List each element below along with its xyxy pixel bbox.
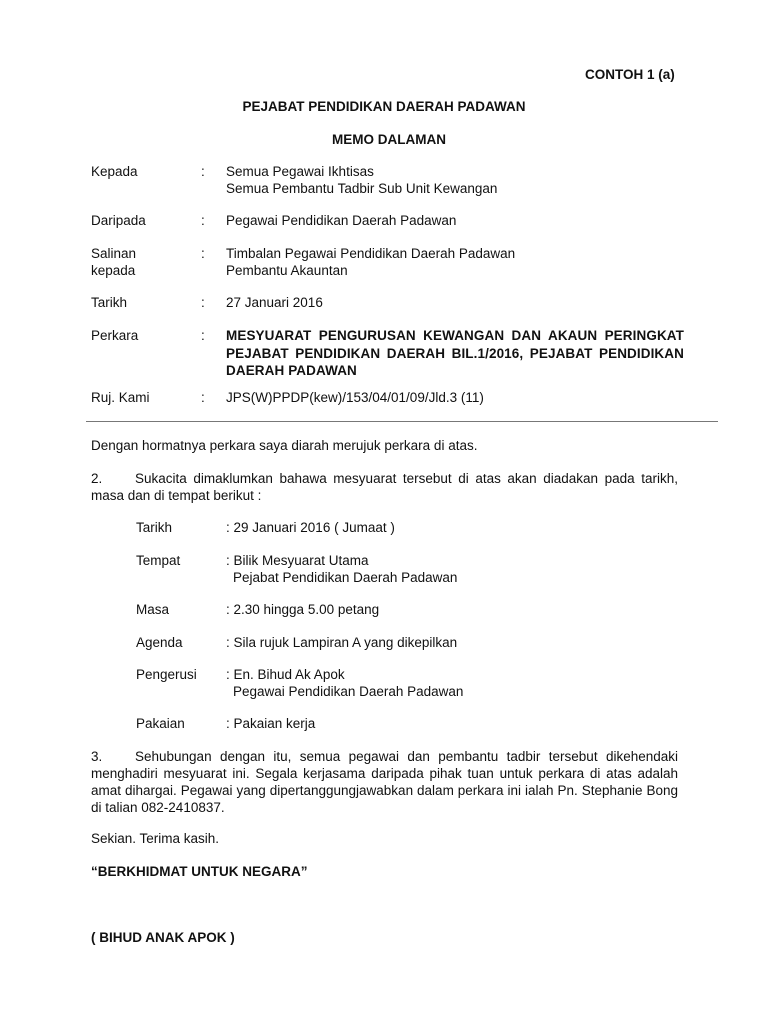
kepada-label: Kepada [91,164,138,179]
divider [86,421,718,422]
motto: “BERKHIDMAT UNTUK NEGARA” [91,864,308,879]
schedule-tarikh-label: Tarikh [136,520,173,535]
salinan-label-2: kepada [91,263,136,278]
document-reference: CONTOH 1 (a) [585,67,675,82]
colon: : [201,390,205,405]
tarikh-label: Tarikh [91,295,128,310]
salinan-value-2: Pembantu Akauntan [226,263,348,278]
paragraph-number: 3. [91,749,103,764]
colon: : [201,328,205,343]
schedule-pakaian-label: Pakaian [136,716,185,731]
salinan-label: Salinan [91,246,137,261]
ruj-value: JPS(W)PPDP(kew)/153/04/01/09/Jld.3 (11) [226,390,484,405]
schedule-pengerusi-label: Pengerusi [136,667,197,682]
schedule-agenda-value: : Sila rujuk Lampiran A yang dikepilkan [226,635,458,650]
schedule-tempat-value-2: Pejabat Pendidikan Daerah Padawan [233,570,458,585]
schedule-tempat-value: : Bilik Mesyuarat Utama [226,553,369,568]
paragraph-2-text: Sukacita dimaklumkan bahawa mesyuarat tersebut di atas akan diadakan pada tarikh, masa dan di tempat berikut : [91,471,678,503]
tarikh-value: 27 Januari 2016 [226,295,323,310]
signatory-name: ( BIHUD ANAK APOK ) [91,930,235,945]
kepada-value-1: Semua Pegawai Ikhtisas [226,164,374,179]
office-title: PEJABAT PENDIDIKAN DAERAH PADAWAN [242,99,526,114]
daripada-label: Daripada [91,213,146,228]
colon: : [201,213,205,228]
ruj-label: Ruj. Kami [91,390,150,405]
colon: : [201,164,205,179]
colon: : [201,295,205,310]
paragraph-3-text: Sehubungan dengan itu, semua pegawai dan pembantu tadbir tersebut dikehendaki menghadiri mesyuarat ini. Segala kerjasama daripada pihak tuan untuk perkara di atas adalah amat dihargai. Pegawai yang dipertanggungjawabkan dalam perkara ini ialah Pn. Stephanie Bong di talian 082-2410837. [91,749,678,815]
daripada-value: Pegawai Pendidikan Daerah Padawan [226,213,457,228]
memo-type-title: MEMO DALAMAN [332,132,446,147]
schedule-masa-label: Masa [136,602,170,617]
closing-text: Sekian. Terima kasih. [91,831,220,846]
opening-paragraph: Dengan hormatnya perkara saya diarah merujuk perkara di atas. [91,438,478,453]
schedule-pakaian-value: : Pakaian kerja [226,716,316,731]
schedule-masa-value: : 2.30 hingga 5.00 petang [226,602,380,617]
kepada-value-2: Semua Pembantu Tadbir Sub Unit Kewangan [226,181,498,196]
perkara-label: Perkara [91,328,139,343]
schedule-tempat-label: Tempat [136,553,181,568]
schedule-agenda-label: Agenda [136,635,183,650]
paragraph-2 [91,470,678,504]
salinan-value-1: Timbalan Pegawai Pendidikan Daerah Padawan [226,246,516,261]
perkara-value: MESYUARAT PENGURUSAN KEWANGAN DAN AKAUN PERINGKAT PEJABAT PENDIDIKAN DAERAH BIL.1/2016, PEJABAT PENDIDIKAN DAERAH PADAWAN [226,328,684,378]
schedule-pengerusi-value-2: Pegawai Pendidikan Daerah Padawan [233,684,464,699]
paragraph-number: 2. [91,471,103,486]
colon: : [201,246,205,261]
paragraph-3 [91,748,678,816]
schedule-tarikh-value: : 29 Januari 2016 ( Jumaat ) [226,520,395,535]
schedule-pengerusi-value: : En. Bihud Ak Apok [226,667,345,682]
